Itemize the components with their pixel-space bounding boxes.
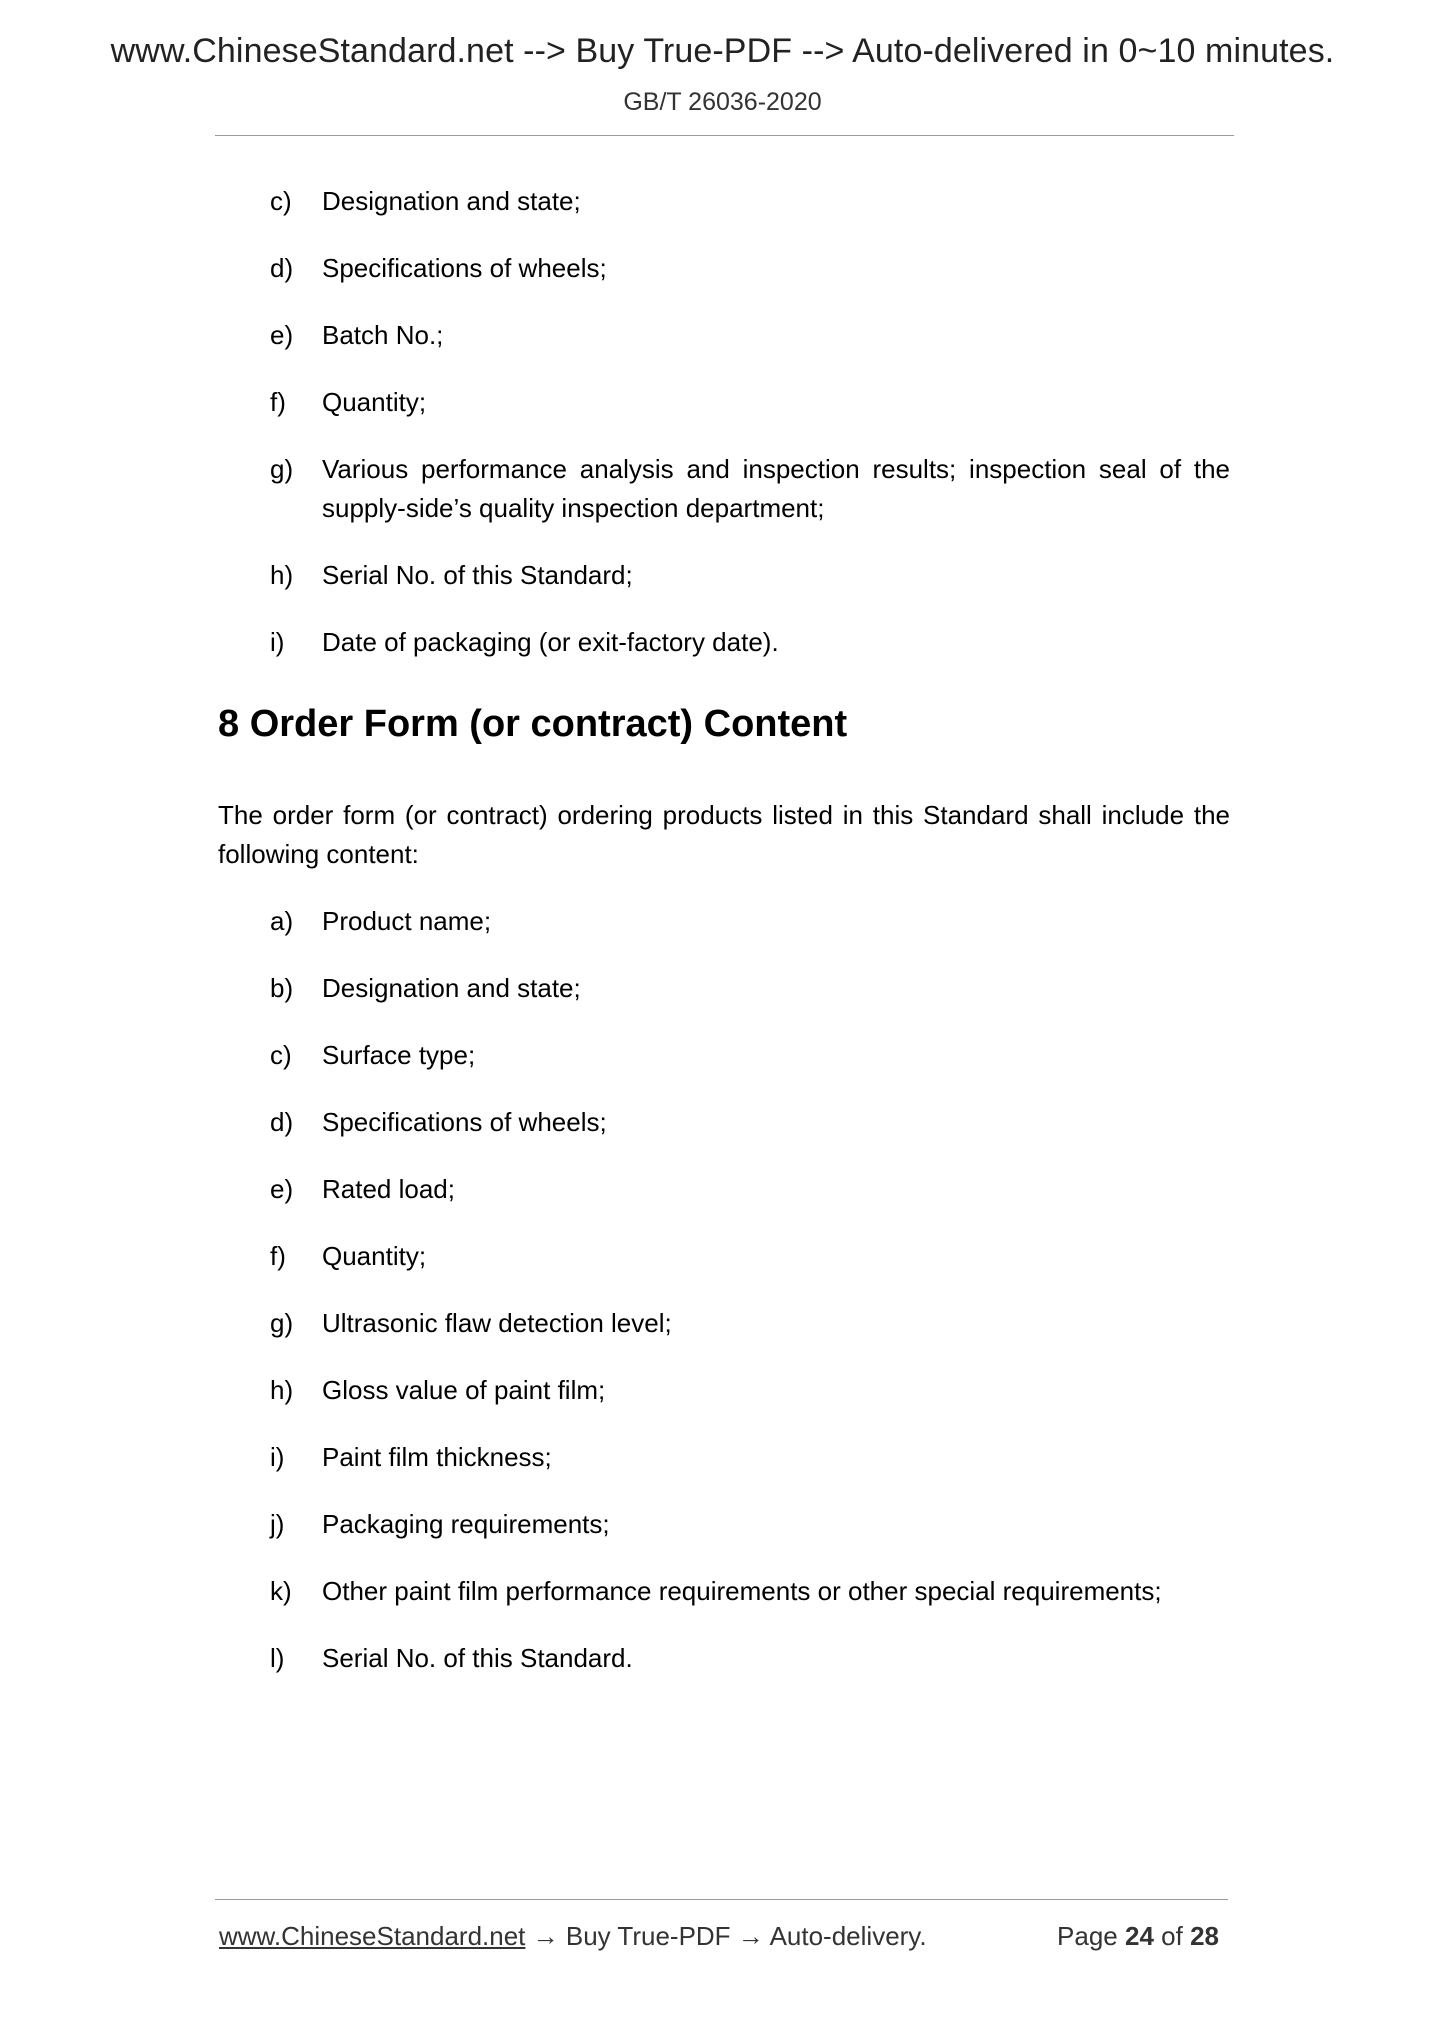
list-marker: g) [270, 454, 294, 484]
page-label: Page [1057, 1921, 1118, 1951]
list-item [270, 1103, 1230, 1142]
list-item [270, 556, 1230, 595]
footer-rule [215, 1899, 1228, 1900]
list-marker: g) [270, 1308, 294, 1338]
list-item [270, 249, 1230, 288]
order-content-list [270, 902, 1230, 1706]
list-marker: i) [270, 627, 285, 657]
footer-site-link[interactable]: www.ChineseStandard.net [219, 1921, 526, 1951]
list-item-text: Packaging requirements; [322, 1509, 610, 1539]
list-item [270, 1572, 1230, 1611]
list-marker: j) [270, 1509, 285, 1539]
list-item [270, 316, 1230, 355]
section-intro: The order form (or contract) ordering products listed in this Standard shall include the following content: [218, 800, 1230, 869]
list-marker: c) [270, 186, 292, 216]
section-heading: 8 Order Form (or contract) Content [218, 703, 848, 745]
list-item [270, 1304, 1230, 1343]
list-item-text: Various performance analysis and inspection results; inspection seal of the supply-side’s quality inspection department; [322, 454, 1230, 523]
list-marker: d) [270, 1107, 294, 1137]
list-item [270, 1438, 1230, 1477]
standard-code: GB/T 26036-2020 [623, 88, 822, 116]
list-item-text: Surface type; [322, 1040, 476, 1070]
list-item-text: Designation and state; [322, 973, 581, 1003]
list-marker: f) [270, 387, 286, 417]
list-marker: h) [270, 1375, 294, 1405]
list-marker: a) [270, 906, 294, 936]
list-item [270, 1036, 1230, 1075]
list-item-text: Other paint film performance requirements or other special requirements; [322, 1576, 1162, 1606]
list-marker: c) [270, 1040, 292, 1070]
header-rule [215, 135, 1234, 136]
list-item [270, 969, 1230, 1008]
list-item-text: Product name; [322, 906, 492, 936]
page-indicator [1057, 1921, 1219, 1952]
list-item-text: Date of packaging (or exit-factory date). [322, 627, 779, 657]
list-marker: i) [270, 1442, 285, 1472]
list-item-text: Rated load; [322, 1174, 455, 1204]
list-marker: e) [270, 320, 294, 350]
footer-tagline: → Buy True-PDF → Auto-delivery. [525, 1921, 927, 1951]
list-marker: f) [270, 1241, 286, 1271]
list-item-text: Quantity; [322, 387, 427, 417]
list-item-text: Quantity; [322, 1241, 427, 1271]
list-item-text: Specifications of wheels; [322, 253, 607, 283]
list-item-text: Specifications of wheels; [322, 1107, 607, 1137]
list-item-text: Designation and state; [322, 186, 581, 216]
list-item [270, 383, 1230, 422]
list-item [270, 1371, 1230, 1410]
list-marker: l) [270, 1643, 285, 1673]
list-item [270, 1505, 1230, 1544]
page-footer [219, 1921, 1231, 1952]
list-item-text: Ultrasonic flaw detection level; [322, 1308, 672, 1338]
list-item-text: Serial No. of this Standard. [322, 1643, 633, 1673]
list-marker: b) [270, 973, 294, 1003]
list-marker: h) [270, 560, 294, 590]
list-item [270, 1237, 1230, 1276]
list-item [270, 450, 1230, 528]
list-item [270, 182, 1230, 221]
continued-list [270, 182, 1230, 690]
total-pages: 28 [1190, 1921, 1219, 1951]
list-item-text: Gloss value of paint film; [322, 1375, 606, 1405]
list-marker: k) [270, 1576, 292, 1606]
list-item [270, 1170, 1230, 1209]
list-item [270, 902, 1230, 941]
list-item-text: Paint film thickness; [322, 1442, 552, 1472]
list-item [270, 1639, 1230, 1678]
page-number: 24 [1125, 1921, 1154, 1951]
header-banner: www.ChineseStandard.net --> Buy True-PDF --> Auto-delivered in 0~10 minutes. [110, 32, 1335, 70]
list-item-text: Batch No.; [322, 320, 444, 350]
list-marker: e) [270, 1174, 294, 1204]
list-item [270, 623, 1230, 662]
list-marker: d) [270, 253, 294, 283]
of-label: of [1161, 1921, 1183, 1951]
list-item-text: Serial No. of this Standard; [322, 560, 633, 590]
